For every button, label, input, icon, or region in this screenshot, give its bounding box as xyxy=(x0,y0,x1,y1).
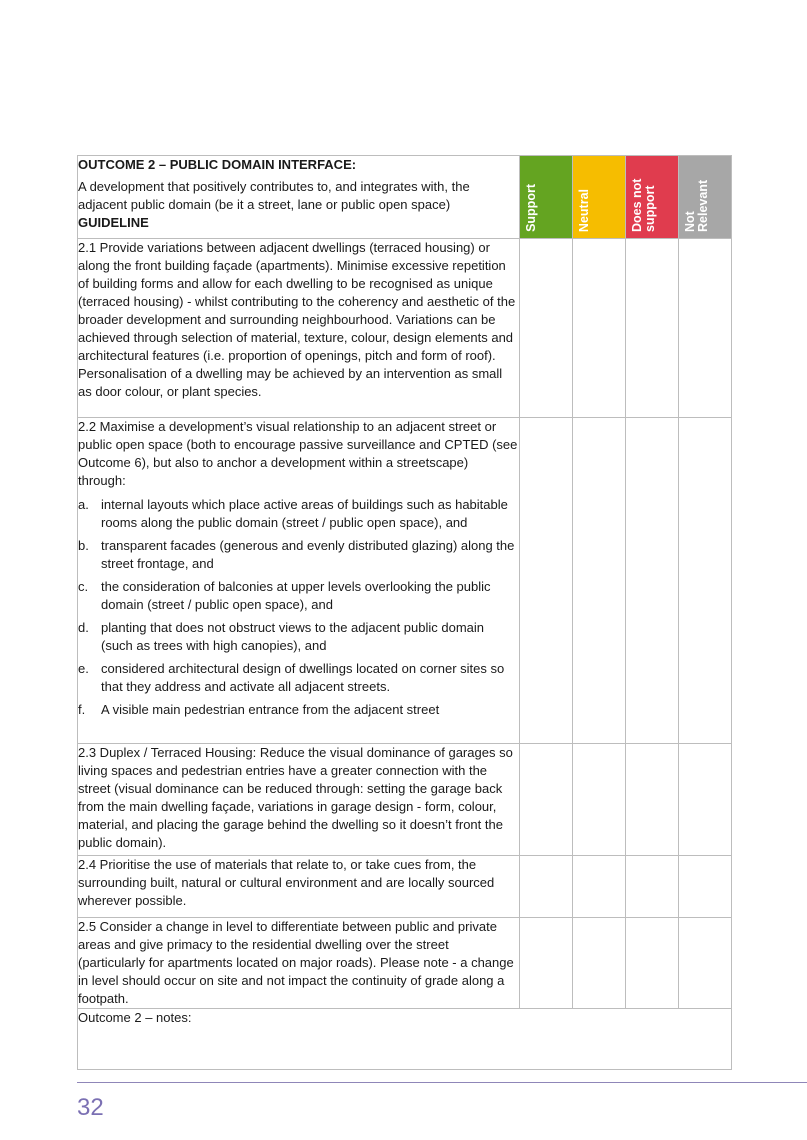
notes-label: Outcome 2 – notes: xyxy=(78,1010,192,1025)
support-label: Support xyxy=(524,184,538,232)
guideline-text: 2.4 Prioritise the use of materials that relate to, or take cues from, the surrounding built, natural or cultural environment and are locally sourced wherever possible. xyxy=(78,856,520,918)
notes-field[interactable] xyxy=(78,1009,732,1070)
guideline-cell xyxy=(78,418,520,744)
guideline-text: 2.3 Duplex / Terraced Housing: Reduce the visual dominance of garages so living spaces and pedestrian entries have a greater connection with the street (visual dominance can be reduced through: setting the garage back from the main dwelling façade, variations in garage design - form, colour, material, and placing the garage behind the dwelling so it doesn’t front the public domain). xyxy=(78,744,520,856)
not-relevant-label: Not Relevant xyxy=(683,179,710,232)
guideline-row-2-4 xyxy=(78,856,732,918)
rating-header-not-relevant xyxy=(679,156,732,239)
guideline-row-2-2 xyxy=(78,418,732,744)
guideline-text: 2.5 Consider a change in level to differentiate between public and private areas and give primacy to the residential dwelling over the street (particularly for apartments located on major roads). Please note - a change in level should occur on site and not impact the continuity of grade along a footpath. xyxy=(78,918,520,1009)
support-checkbox[interactable] xyxy=(520,239,573,418)
header-row xyxy=(78,156,732,239)
list-item: d. planting that does not obstruct views to the adjacent public domain (such as trees with high canopies), and xyxy=(78,620,485,653)
page-number: 32 xyxy=(77,1094,104,1121)
does-not-support-checkbox[interactable] xyxy=(626,418,679,744)
guideline-label: GUIDELINE xyxy=(78,215,149,230)
support-checkbox[interactable] xyxy=(520,744,573,856)
neutral-checkbox[interactable] xyxy=(573,918,626,1009)
list-item: b. transparent facades (generous and evenly distributed glazing) along the street frontage, and xyxy=(78,538,515,571)
not-relevant-checkbox[interactable] xyxy=(679,418,732,744)
neutral-checkbox[interactable] xyxy=(573,744,626,856)
neutral-checkbox[interactable] xyxy=(573,856,626,918)
guideline-text: 2.2 Maximise a development’s visual relationship to an adjacent street or public open space (both to encourage passive surveillance and CPTED (see Outcome 6), but also to anchor a development within a streetscape) through: xyxy=(78,419,518,488)
notes-row xyxy=(78,1009,732,1070)
does-not-support-checkbox[interactable] xyxy=(626,856,679,918)
list-item: e. considered architectural design of dwellings located on corner sites so that they address and activate all adjacent streets. xyxy=(78,661,505,694)
neutral-checkbox[interactable] xyxy=(573,418,626,744)
sub-item-list xyxy=(78,496,519,719)
does-not-support-label: Does not support xyxy=(630,178,657,232)
list-item: a. internal layouts which place active areas of buildings such as habitable rooms along the public domain (street / public open space), and xyxy=(78,497,508,530)
list-item: f. A visible main pedestrian entrance from the adjacent street xyxy=(78,702,440,717)
guideline-row-2-3 xyxy=(78,744,732,856)
guideline-text: 2.1 Provide variations between adjacent dwellings (terraced housing) or along the front building façade (apartments). Minimise excessive repetition of building forms and allow for each dwelling to be recognised as unique (terraced housing) - whilst contributing to the coherency and aesthetic of the broader development and surrounding neighbourhood. Variations can be achieved through selection of material, texture, colour, design elements and architectural features (i.e. proportion of openings, pitch and form of roof). Personalisation of a dwelling may be achieved by an intervention as small as door colour, or plant species. xyxy=(78,239,520,418)
not-relevant-checkbox[interactable] xyxy=(679,856,732,918)
not-relevant-checkbox[interactable] xyxy=(679,744,732,856)
support-checkbox[interactable] xyxy=(520,856,573,918)
outcome-2-table xyxy=(77,155,732,1070)
support-checkbox[interactable] xyxy=(520,418,573,744)
rating-header-neutral xyxy=(573,156,626,239)
footer-rule xyxy=(77,1082,807,1083)
list-item: c. the consideration of balconies at upper levels overlooking the public domain (street / public open space), and xyxy=(78,579,491,612)
does-not-support-checkbox[interactable] xyxy=(626,239,679,418)
outcome-description: A development that positively contributes to, and integrates with, the adjacent public domain (be it a street, lane or public open space) xyxy=(78,179,470,212)
support-checkbox[interactable] xyxy=(520,918,573,1009)
neutral-label: Neutral xyxy=(577,188,591,232)
neutral-checkbox[interactable] xyxy=(573,239,626,418)
outcome-title: OUTCOME 2 – PUBLIC DOMAIN INTERFACE: xyxy=(78,157,357,172)
not-relevant-checkbox[interactable] xyxy=(679,918,732,1009)
guideline-row-2-5 xyxy=(78,918,732,1009)
not-relevant-checkbox[interactable] xyxy=(679,239,732,418)
guideline-row-2-1 xyxy=(78,239,732,418)
does-not-support-checkbox[interactable] xyxy=(626,744,679,856)
rating-header-does-not-support xyxy=(626,156,679,239)
does-not-support-checkbox[interactable] xyxy=(626,918,679,1009)
rating-header-support xyxy=(520,156,573,239)
header-cell xyxy=(78,156,520,239)
